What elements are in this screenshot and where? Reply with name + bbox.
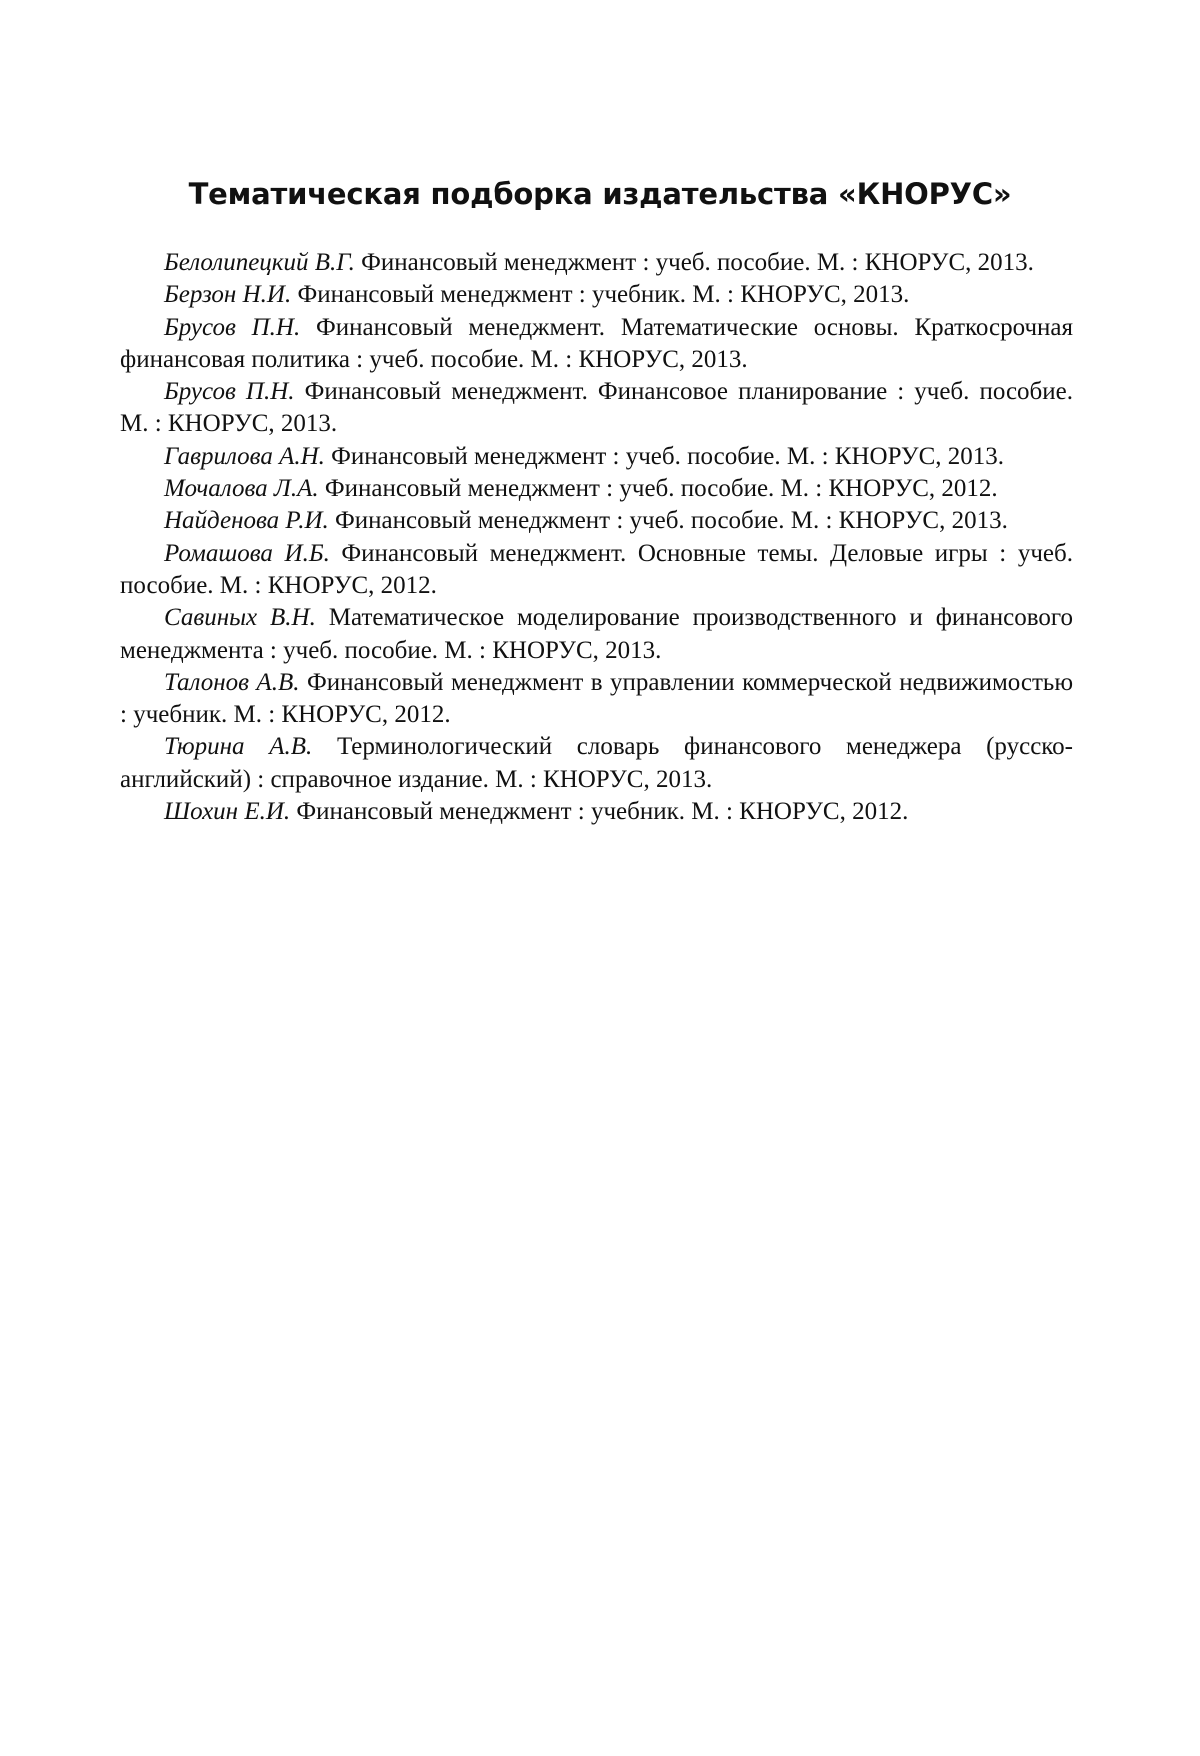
entry-text: Финансовый менеджмент. Математические основы. Краткосрочная финансовая политика : учеб. пособие. М. : КНОРУС, 2013. xyxy=(120,314,1073,373)
entry-text: Финансовый менеджмент : учеб. пособие. М. : КНОРУС, 2012. xyxy=(319,475,998,502)
bibliography-entry-talonov xyxy=(120,667,1073,732)
entry-text: Финансовый менеджмент : учебник. М. : КНОРУС, 2012. xyxy=(290,798,908,825)
bibliography-entry-naydenova xyxy=(120,505,1073,537)
document-page xyxy=(0,0,1200,1756)
bibliography-entry-tyurina xyxy=(120,731,1073,796)
page-heading: Тематическая подборка издательства «КНОРУС» xyxy=(0,174,1200,214)
entry-text: Финансовый менеджмент : учеб. пособие. М. : КНОРУС, 2013. xyxy=(355,249,1034,276)
bibliography-entry-romashova xyxy=(120,538,1073,603)
entry-author: Ромашова И.Б. xyxy=(164,540,330,567)
entry-text: Терминологический словарь финансового менеджера (русско-английский) : справочное издание. М. : КНОРУС, 2013. xyxy=(120,733,1073,792)
entry-author: Тюрина А.В. xyxy=(164,733,312,760)
bibliography-entry-brusov-1 xyxy=(120,312,1073,377)
bibliography-entry-berzon xyxy=(120,279,1073,311)
entry-text: Финансовый менеджмент : учебник. М. : КНОРУС, 2013. xyxy=(291,281,909,308)
bibliography-entry-belolipetsky xyxy=(120,247,1073,279)
entry-author: Найденова Р.И. xyxy=(164,507,329,534)
entry-author: Брусов П.Н. xyxy=(164,378,295,405)
entry-author: Шохин Е.И. xyxy=(164,798,290,825)
entry-text: Финансовый менеджмент : учеб. пособие. М. : КНОРУС, 2013. xyxy=(325,443,1004,470)
entry-text: Финансовый менеджмент в управлении коммерческой недвижимостью : учебник. М. : КНОРУС, 2012. xyxy=(120,669,1073,728)
entry-author: Савиных В.Н. xyxy=(164,604,316,631)
entry-author: Гаврилова А.Н. xyxy=(164,443,325,470)
entry-author: Белолипецкий В.Г. xyxy=(164,249,355,276)
bibliography-entry-brusov-2 xyxy=(120,376,1073,441)
bibliography-entry-mochalova xyxy=(120,473,1073,505)
entry-author: Брусов П.Н. xyxy=(164,314,300,341)
entry-text: Финансовый менеджмент : учеб. пособие. М. : КНОРУС, 2013. xyxy=(329,507,1008,534)
bibliography-entry-savinykh xyxy=(120,602,1073,667)
entry-text: Математическое моделирование производственного и финансового менеджмента : учеб. пособие. М. : КНОРУС, 2013. xyxy=(120,604,1073,663)
bibliography-list xyxy=(120,247,1073,828)
entry-author: Мочалова Л.А. xyxy=(164,475,319,502)
bibliography-entry-gavrilova xyxy=(120,441,1073,473)
bibliography-entry-shokhin xyxy=(120,796,1073,828)
entry-author: Талонов А.В. xyxy=(164,669,299,696)
entry-text: Финансовый менеджмент. Основные темы. Деловые игры : учеб. пособие. М. : КНОРУС, 2012. xyxy=(120,540,1073,599)
entry-text: Финансовый менеджмент. Финансовое планирование : учеб. пособие. М. : КНОРУС, 2013. xyxy=(120,378,1073,437)
entry-author: Берзон Н.И. xyxy=(164,281,291,308)
